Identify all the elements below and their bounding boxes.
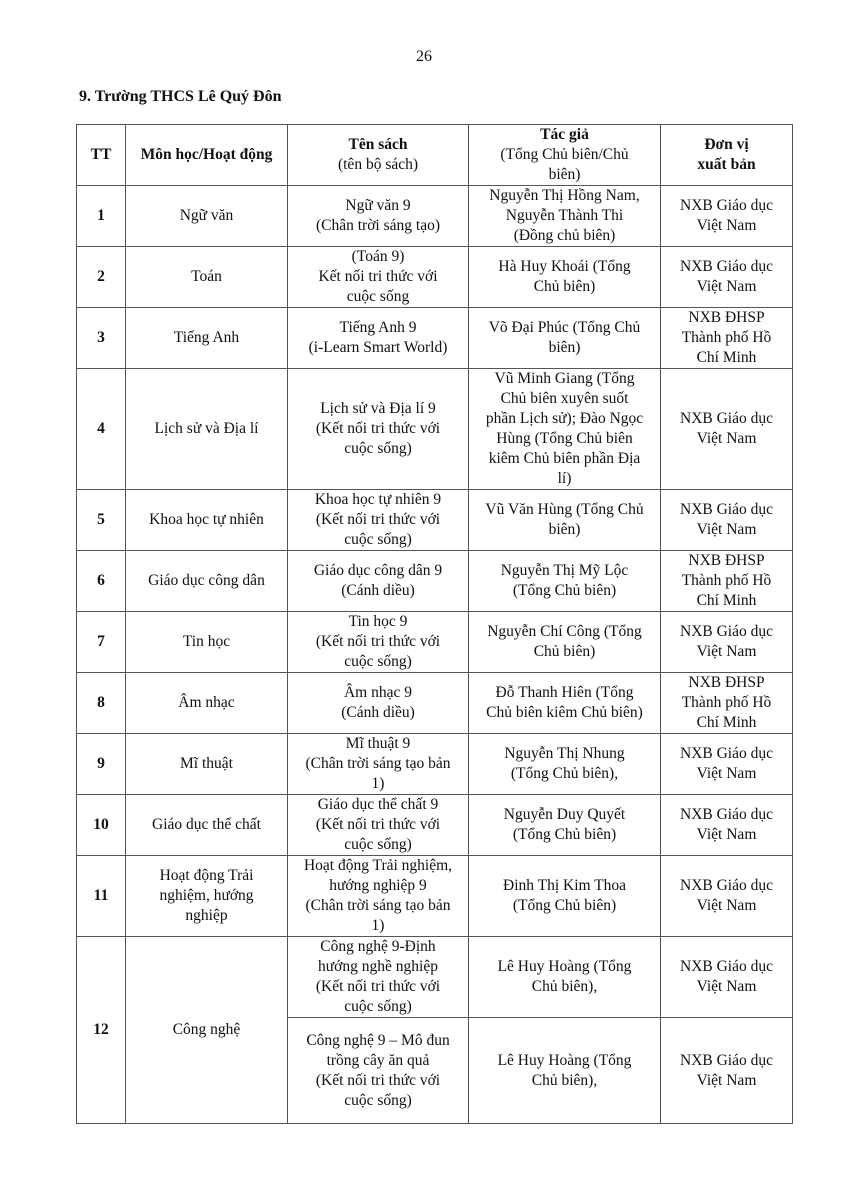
cell-author: Vũ Minh Giang (Tổng Chủ biên xuyên suốt phần Lịch sử); Đào Ngọc Hùng (Tổng Chủ biên kiêm Chủ biên phần Địa lí) [469, 369, 661, 490]
table-row [77, 308, 793, 369]
header-publisher [661, 125, 793, 186]
cell-author: Nguyễn Thị Hồng Nam, Nguyễn Thành Thi (Đồng chủ biên) [469, 186, 661, 247]
cell-publisher: NXB ĐHSP Thành phố Hồ Chí Minh [661, 308, 793, 369]
section-title: 9. Trường THCS Lê Quý Đôn [79, 88, 282, 105]
cell-book: Ngữ văn 9 (Chân trời sáng tạo) [288, 186, 469, 247]
cell-author: Vũ Văn Hùng (Tổng Chủ biên) [469, 490, 661, 551]
cell-publisher: NXB Giáo dục Việt Nam [661, 856, 793, 937]
table-row [77, 795, 793, 856]
cell-publisher: NXB Giáo dục Việt Nam [661, 795, 793, 856]
cell-author: Võ Đại Phúc (Tổng Chủ biên) [469, 308, 661, 369]
cell-book: Tin học 9 (Kết nối tri thức với cuộc sống) [288, 612, 469, 673]
cell-book: Hoạt động Trải nghiệm, hướng nghiệp 9 (Chân trời sáng tạo bản 1) [288, 856, 469, 937]
cell-tt: 4 [77, 369, 126, 490]
cell-publisher: NXB Giáo dục Việt Nam [661, 369, 793, 490]
cell-subject: Công nghệ [126, 937, 288, 1124]
cell-tt: 11 [77, 856, 126, 937]
cell-subject: Giáo dục công dân [126, 551, 288, 612]
header-book [288, 125, 469, 186]
header-author-label: Tác giả [540, 126, 589, 143]
cell-book: Công nghệ 9-Định hướng nghề nghiệp (Kết nối tri thức với cuộc sống) [288, 937, 469, 1018]
header-tt-label: TT [90, 146, 112, 163]
header-book-label: Tên sách [348, 136, 408, 153]
cell-book: Giáo dục công dân 9 (Cánh diều) [288, 551, 469, 612]
cell-author: Nguyễn Duy Quyết (Tổng Chủ biên) [469, 795, 661, 856]
cell-publisher: NXB Giáo dục Việt Nam [661, 937, 793, 1018]
table-row [77, 186, 793, 247]
cell-publisher: NXB Giáo dục Việt Nam [661, 734, 793, 795]
textbook-table [76, 124, 793, 1124]
cell-book: Mĩ thuật 9 (Chân trời sáng tạo bản 1) [288, 734, 469, 795]
cell-publisher: NXB Giáo dục Việt Nam [661, 186, 793, 247]
cell-tt: 2 [77, 247, 126, 308]
cell-subject: Khoa học tự nhiên [126, 490, 288, 551]
cell-subject: Mĩ thuật [126, 734, 288, 795]
cell-publisher: NXB Giáo dục Việt Nam [661, 612, 793, 673]
cell-book: Công nghệ 9 – Mô đun trồng cây ăn quả (Kết nối tri thức với cuộc sống) [288, 1018, 469, 1124]
cell-author: Đỗ Thanh Hiên (Tổng Chủ biên kiêm Chủ biên) [469, 673, 661, 734]
cell-author: Lê Huy Hoàng (Tổng Chủ biên), [469, 937, 661, 1018]
table-row [77, 673, 793, 734]
cell-book: Khoa học tự nhiên 9 (Kết nối tri thức với cuộc sống) [288, 490, 469, 551]
cell-publisher: NXB ĐHSP Thành phố Hồ Chí Minh [661, 673, 793, 734]
header-book-sub: (tên bộ sách) [337, 156, 419, 173]
cell-book: Âm nhạc 9 (Cánh diều) [288, 673, 469, 734]
cell-tt: 1 [77, 186, 126, 247]
cell-publisher: NXB Giáo dục Việt Nam [661, 247, 793, 308]
header-publisher-label: Đơn vị xuất bản [697, 136, 756, 173]
header-author [469, 125, 661, 186]
cell-author: Nguyễn Chí Công (Tổng Chủ biên) [469, 612, 661, 673]
table-row [77, 612, 793, 673]
cell-subject: Âm nhạc [126, 673, 288, 734]
cell-author: Hà Huy Khoái (Tổng Chủ biên) [469, 247, 661, 308]
cell-subject: Lịch sử và Địa lí [126, 369, 288, 490]
cell-author: Đinh Thị Kim Thoa (Tổng Chủ biên) [469, 856, 661, 937]
cell-tt: 8 [77, 673, 126, 734]
cell-publisher: NXB Giáo dục Việt Nam [661, 1018, 793, 1124]
page-number: 26 [416, 48, 432, 65]
header-subject [126, 125, 288, 186]
cell-publisher: NXB ĐHSP Thành phố Hồ Chí Minh [661, 551, 793, 612]
cell-book: Lịch sử và Địa lí 9 (Kết nối tri thức với cuộc sống) [288, 369, 469, 490]
cell-tt: 3 [77, 308, 126, 369]
table-row [77, 856, 793, 937]
cell-author: Lê Huy Hoàng (Tổng Chủ biên), [469, 1018, 661, 1124]
cell-subject: Toán [126, 247, 288, 308]
header-author-sub: (Tổng Chủ biên/Chủ biên) [500, 146, 629, 183]
table-row [77, 247, 793, 308]
cell-tt: 10 [77, 795, 126, 856]
cell-publisher: NXB Giáo dục Việt Nam [661, 490, 793, 551]
cell-author: Nguyễn Thị Nhung (Tổng Chủ biên), [469, 734, 661, 795]
cell-subject: Ngữ văn [126, 186, 288, 247]
cell-subject: Giáo dục thể chất [126, 795, 288, 856]
table-row [77, 490, 793, 551]
table-row [77, 551, 793, 612]
table-row [77, 369, 793, 490]
table-row [77, 937, 793, 1018]
cell-subject: Tiếng Anh [126, 308, 288, 369]
table-row [77, 734, 793, 795]
header-tt [77, 125, 126, 186]
cell-tt: 9 [77, 734, 126, 795]
cell-book: Tiếng Anh 9 (i-Learn Smart World) [288, 308, 469, 369]
cell-book: (Toán 9) Kết nối tri thức với cuộc sống [288, 247, 469, 308]
header-subject-label: Môn học/Hoạt động [140, 146, 273, 163]
cell-author: Nguyễn Thị Mỹ Lộc (Tổng Chủ biên) [469, 551, 661, 612]
cell-subject: Hoạt động Trải nghiệm, hướng nghiệp [126, 856, 288, 937]
cell-tt: 7 [77, 612, 126, 673]
cell-book: Giáo dục thể chất 9 (Kết nối tri thức với cuộc sống) [288, 795, 469, 856]
table-header-row [77, 125, 793, 186]
cell-tt: 12 [77, 937, 126, 1124]
cell-tt: 5 [77, 490, 126, 551]
cell-subject: Tin học [126, 612, 288, 673]
cell-tt: 6 [77, 551, 126, 612]
